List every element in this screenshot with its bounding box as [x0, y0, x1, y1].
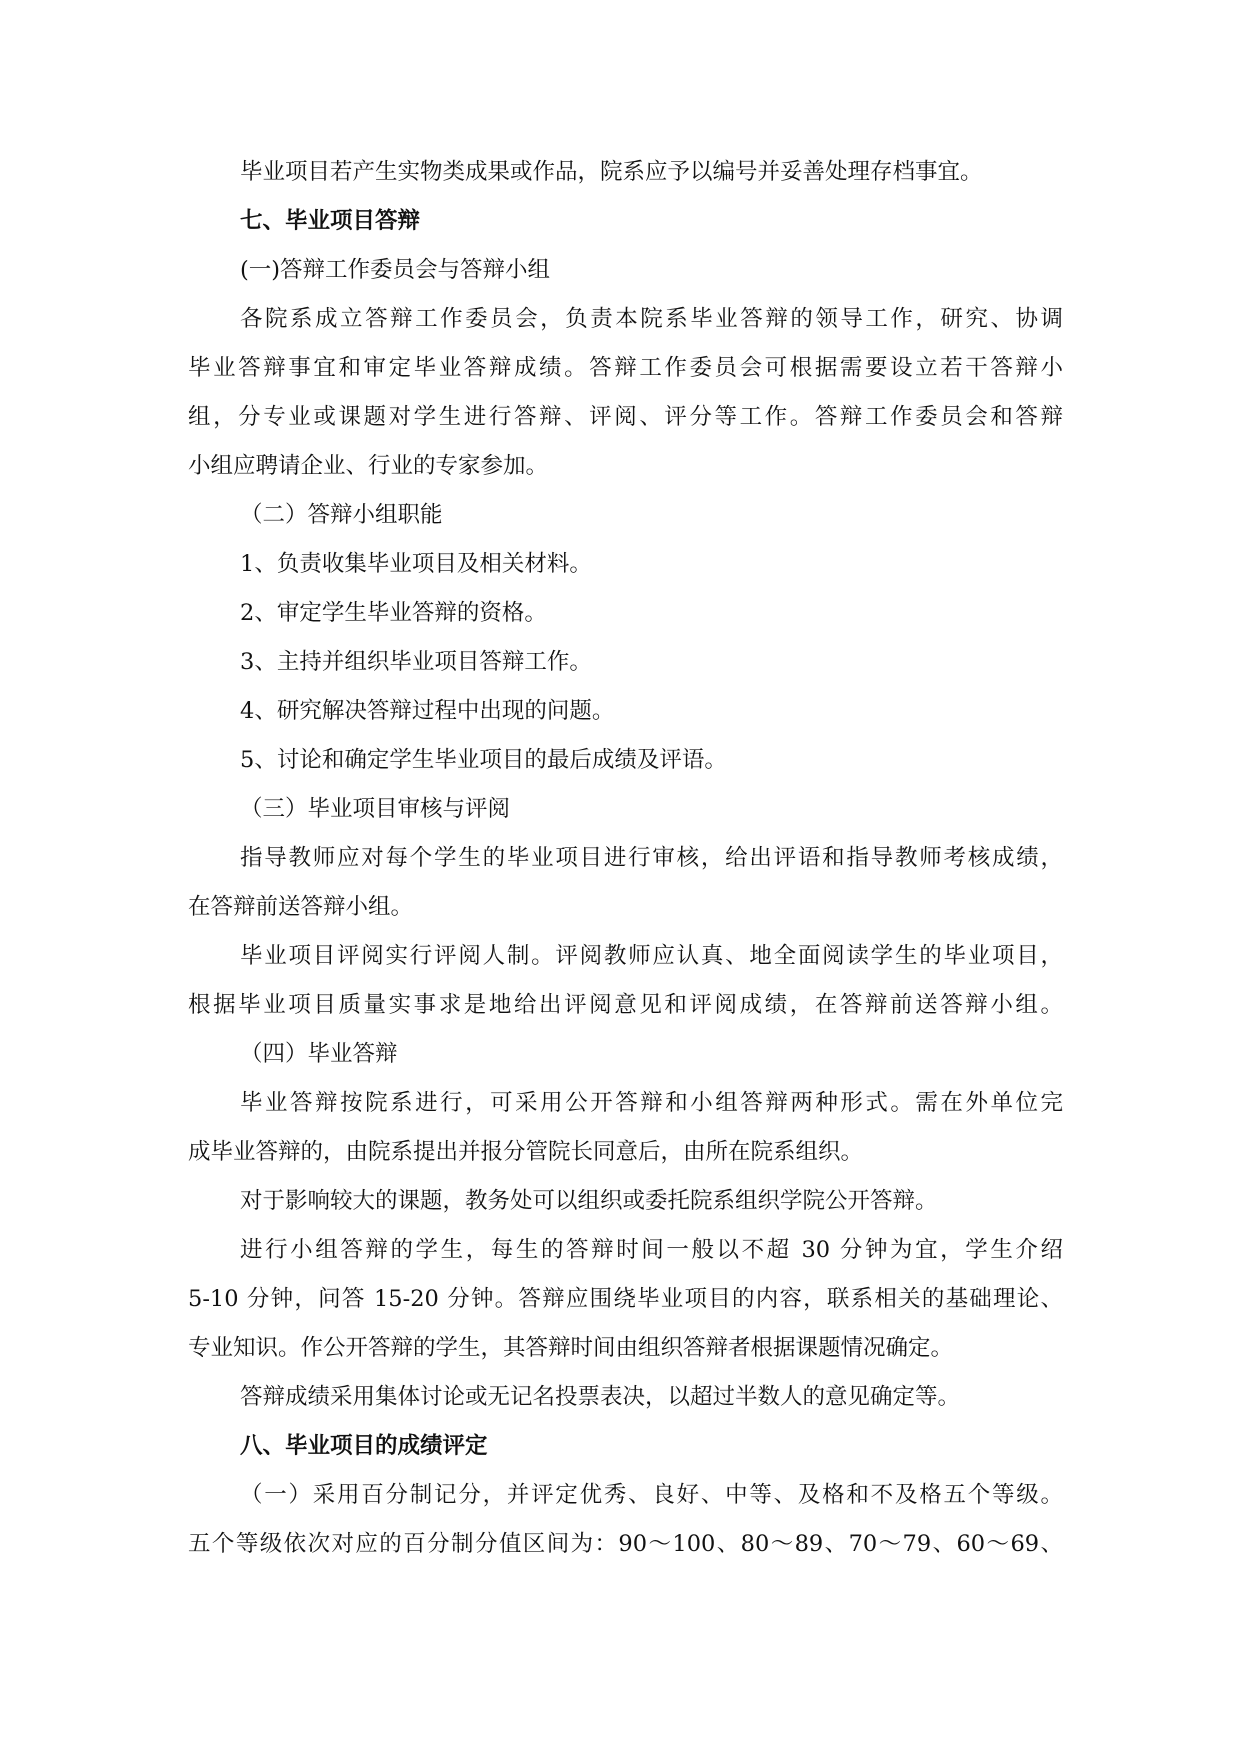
- paragraph-line: 4、研究解决答辩过程中出现的问题。: [240, 698, 615, 724]
- paragraph-line: 根据毕业项目质量实事求是地给出评阅意见和评阅成绩，在答辩前送答辩小组。: [188, 992, 1063, 1018]
- paragraph-line: 5-10 分钟，问答 15-20 分钟。答辩应围绕毕业项目的内容，联系相关的基础理论、: [188, 1286, 1063, 1312]
- paragraph-line: 1、负责收集毕业项目及相关材料。: [240, 551, 592, 577]
- paragraph-line: 毕业项目若产生实物类成果或作品，院系应予以编号并妥善处理存档事宜。: [240, 159, 983, 185]
- paragraph-line: 五个等级依次对应的百分制分值区间为：90～100、80～89、70～79、60～69、: [188, 1531, 1063, 1557]
- paragraph-line: （二）答辩小组职能: [240, 502, 443, 528]
- paragraph-line: 毕业答辩按院系进行，可采用公开答辩和小组答辩两种形式。需在外单位完: [240, 1090, 1063, 1116]
- paragraph-line: 在答辩前送答辩小组。: [188, 894, 414, 920]
- paragraph-line: 答辩成绩采用集体讨论或无记名投票表决，以超过半数人的意见确定等。: [240, 1384, 961, 1410]
- paragraph-line: （三）毕业项目审核与评阅: [240, 796, 511, 822]
- paragraph-line: 成毕业答辩的，由院系提出并报分管院长同意后，由所在院系组织。: [188, 1139, 864, 1165]
- paragraph-line: 专业知识。作公开答辩的学生，其答辩时间由组织答辩者根据课题情况确定。: [188, 1335, 954, 1361]
- paragraph-line: (一)答辩工作委员会与答辩小组: [240, 257, 551, 283]
- section-heading: 七、毕业项目答辩: [240, 208, 421, 234]
- paragraph-line: 5、讨论和确定学生毕业项目的最后成绩及评语。: [240, 747, 727, 773]
- paragraph-line: 2、审定学生毕业答辩的资格。: [240, 600, 547, 626]
- section-heading: 八、毕业项目的成绩评定: [240, 1433, 488, 1459]
- paragraph-line: 毕业项目评阅实行评阅人制。评阅教师应认真、地全面阅读学生的毕业项目，: [240, 943, 1063, 969]
- paragraph-line: 进行小组答辩的学生，每生的答辩时间一般以不超 30 分钟为宜，学生介绍: [240, 1237, 1063, 1263]
- paragraph-line: 各院系成立答辩工作委员会，负责本院系毕业答辩的领导工作，研究、协调: [240, 306, 1063, 332]
- paragraph-line: 毕业答辩事宜和审定毕业答辩成绩。答辩工作委员会可根据需要设立若干答辩小: [188, 355, 1063, 381]
- paragraph-line: （一）采用百分制记分，并评定优秀、良好、中等、及格和不及格五个等级。: [240, 1482, 1063, 1508]
- paragraph-line: 组，分专业或课题对学生进行答辩、评阅、评分等工作。答辩工作委员会和答辩: [188, 404, 1063, 430]
- paragraph-line: 指导教师应对每个学生的毕业项目进行审核，给出评语和指导教师考核成绩，: [240, 845, 1063, 871]
- paragraph-line: （四）毕业答辩: [240, 1041, 398, 1067]
- document-body: [188, 148, 1063, 1569]
- paragraph-line: 3、主持并组织毕业项目答辩工作。: [240, 649, 592, 675]
- paragraph-line: 对于影响较大的课题，教务处可以组织或委托院系组织学院公开答辩。: [240, 1188, 938, 1214]
- paragraph-line: 小组应聘请企业、行业的专家参加。: [188, 453, 549, 479]
